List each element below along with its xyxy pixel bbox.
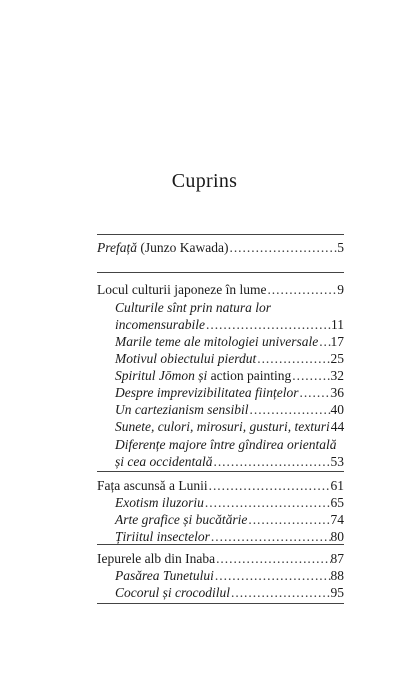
toc-page-number: 65 bbox=[330, 495, 344, 510]
toc-entry-preface[interactable] bbox=[97, 239, 344, 257]
toc-page-number: 80 bbox=[330, 529, 344, 544]
toc-entry-s3-1[interactable] bbox=[115, 567, 344, 585]
divider bbox=[97, 471, 344, 472]
toc-page-number: 36 bbox=[330, 385, 344, 400]
toc-page-number: 9 bbox=[337, 282, 344, 297]
toc-page-number: 40 bbox=[330, 402, 344, 417]
toc-section-title: Iepurele alb din Inaba bbox=[97, 551, 216, 566]
toc-page-number: 61 bbox=[330, 478, 344, 493]
toc-page-number: 88 bbox=[330, 568, 344, 583]
leader-dots bbox=[298, 384, 330, 402]
toc-entry-title-rest: action painting bbox=[207, 368, 292, 383]
toc-entry-title: Arte grafice și bucătărie bbox=[115, 512, 248, 527]
leader-dots bbox=[214, 567, 331, 585]
toc-section-2[interactable] bbox=[97, 477, 344, 495]
toc-entry-title: Exotism iluzoriu bbox=[115, 495, 204, 510]
toc-entry-title: Țiriitul insectelor bbox=[115, 529, 210, 544]
toc-entry-title bbox=[97, 239, 228, 257]
toc-section-title: Fața ascunsă a Lunii bbox=[97, 478, 208, 493]
divider bbox=[97, 234, 344, 235]
leader-dots bbox=[247, 511, 330, 529]
toc-entry-title-italic: Spiritul Jōmon și bbox=[115, 368, 208, 383]
toc-entry-title bbox=[115, 367, 291, 385]
toc-entry-s2-1[interactable] bbox=[115, 494, 344, 512]
toc-page-number: 87 bbox=[330, 551, 344, 566]
toc-section-title: Locul culturii japoneze în lume bbox=[97, 282, 267, 297]
toc-page-number: 74 bbox=[330, 512, 344, 527]
toc-page-number: 44 bbox=[330, 419, 345, 434]
toc-entry-title: Sunete, culori, mirosuri, gusturi, texturi bbox=[115, 419, 330, 434]
toc-entry-title: Marile teme ale mitologiei universale bbox=[115, 334, 319, 349]
toc-entry-title-rest: (Junzo Kawada) bbox=[137, 240, 229, 255]
leader-dots bbox=[208, 477, 331, 495]
toc-entry-s1-1[interactable] bbox=[115, 316, 344, 334]
toc-entry-s1-2[interactable] bbox=[115, 333, 344, 351]
leader-dots bbox=[212, 453, 330, 471]
toc-entry-title: Pasărea Tunetului bbox=[115, 568, 214, 583]
leader-dots bbox=[291, 367, 330, 385]
toc-entry-s1-8[interactable] bbox=[115, 453, 344, 471]
toc-section-1[interactable] bbox=[97, 281, 344, 299]
toc-entry-title: incomensurabile bbox=[115, 317, 205, 332]
leader-dots bbox=[266, 281, 337, 299]
toc-entry-title: Cocorul și crocodilul bbox=[115, 585, 230, 600]
toc-entry-s1-7[interactable] bbox=[115, 418, 344, 436]
leader-dots bbox=[230, 584, 331, 602]
toc-page-number: 5 bbox=[337, 240, 344, 255]
leader-dots bbox=[249, 401, 331, 419]
toc-entry-line: Diferențe majore între gîndirea orientală bbox=[115, 437, 337, 452]
toc-entry-title-italic: Prefață bbox=[97, 240, 137, 255]
leader-dots bbox=[204, 494, 331, 512]
toc-entry-title: Motivul obiectului pierdut bbox=[115, 351, 257, 366]
toc-entry-s3-2[interactable] bbox=[115, 584, 344, 602]
page-title: Cuprins bbox=[171, 170, 238, 192]
toc-page-number: 17 bbox=[330, 334, 344, 349]
toc-entry-line: Culturile sînt prin natura lor bbox=[115, 300, 272, 315]
leader-dots bbox=[205, 316, 331, 334]
leader-dots bbox=[256, 350, 330, 368]
toc-entry-title: Despre imprevizibilitatea ființelor bbox=[115, 385, 299, 400]
divider bbox=[97, 544, 344, 545]
toc-entry-title: Un cartezianism sensibil bbox=[115, 402, 249, 417]
divider bbox=[97, 603, 344, 604]
toc-page-number: 25 bbox=[330, 351, 344, 366]
toc-page-number: 11 bbox=[331, 317, 344, 332]
toc-page-number: 32 bbox=[330, 368, 344, 383]
toc-section-3[interactable] bbox=[97, 550, 344, 568]
toc-entry-s1-6[interactable] bbox=[115, 401, 344, 419]
toc-page-number: 53 bbox=[330, 454, 344, 469]
toc-page-number: 95 bbox=[330, 585, 344, 600]
toc-entry-s1-3[interactable] bbox=[115, 350, 344, 368]
toc-entry-s1-5[interactable] bbox=[115, 384, 344, 402]
leader-dots bbox=[318, 333, 330, 351]
leader-dots bbox=[228, 239, 337, 257]
toc-entry-s2-2[interactable] bbox=[115, 511, 344, 529]
toc-entry-s1-4[interactable] bbox=[115, 367, 344, 385]
divider bbox=[97, 272, 344, 273]
leader-dots bbox=[215, 550, 330, 568]
toc-entry-title: și cea occidentală bbox=[115, 454, 213, 469]
